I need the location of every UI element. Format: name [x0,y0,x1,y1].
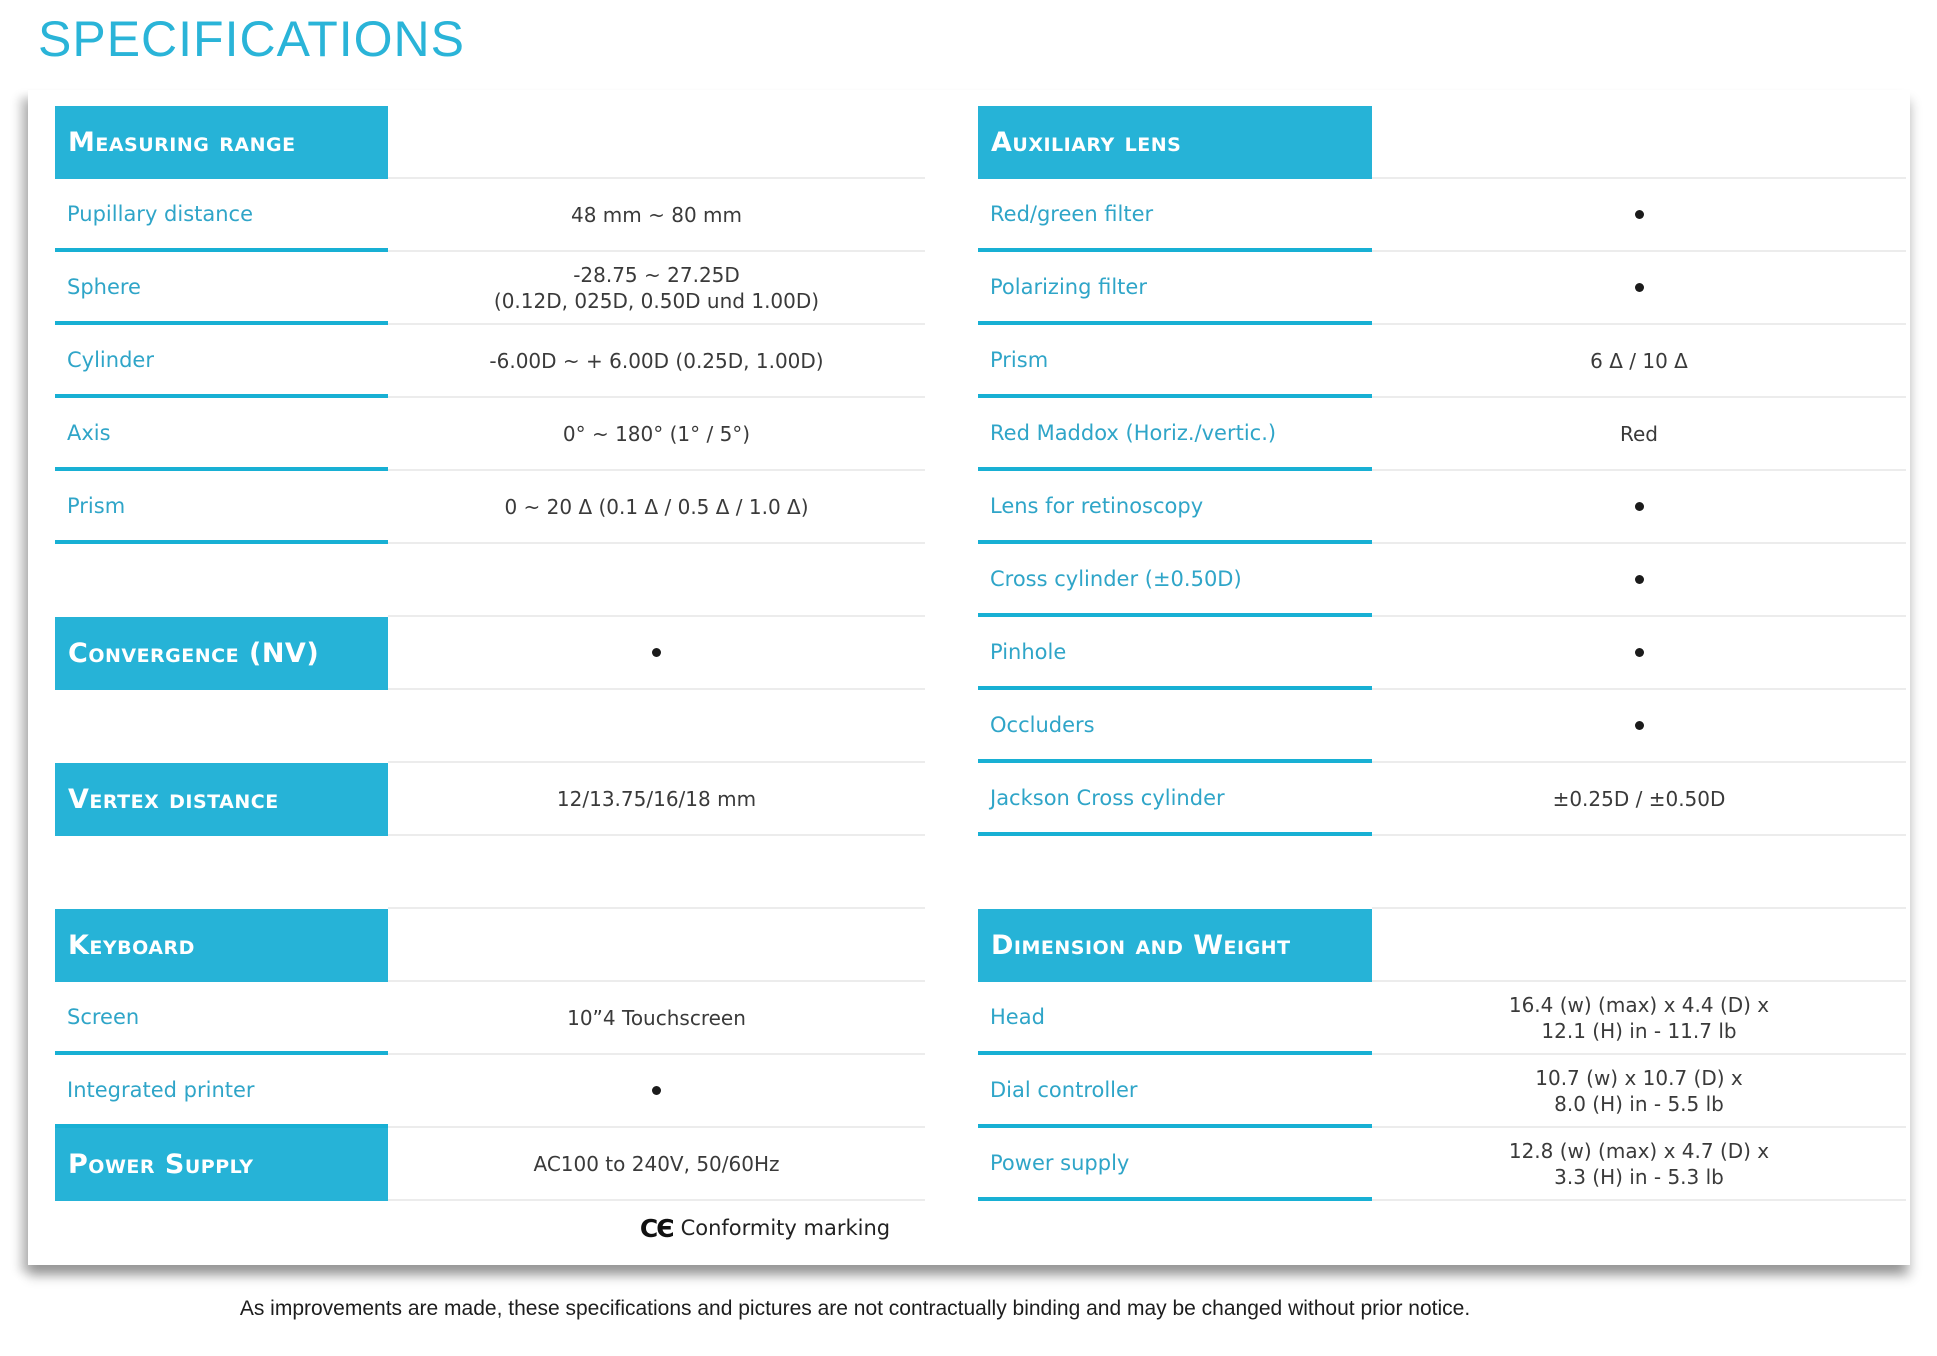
spec-row-integrated-printer [55,1055,925,1128]
spec-label-cell [978,763,1372,836]
empty-label-cell [55,690,388,763]
spec-tables [28,106,1910,1201]
spec-label-cell [978,325,1372,398]
spec-row-jackson-cross-cylinder [978,763,1906,836]
spec-value-cell [388,252,925,325]
spec-value-cell [388,617,925,690]
spec-row-prism [55,471,925,544]
bullet-dot [652,1086,661,1095]
ce-row [28,1203,1502,1253]
spec-label-cell [978,617,1372,690]
spec-label: Prism [67,493,126,518]
section-header-cell [978,106,1372,179]
spec-value-cell [388,106,925,179]
section-row-keyboard [55,909,925,982]
section-header-cell [55,763,388,836]
spec-value: AC100 to 240V, 50/60Hz [533,1151,780,1176]
spacer-row [55,690,925,763]
spec-value: 0 ~ 20 Δ (0.1 Δ / 0.5 Δ / 1.0 Δ) [504,494,809,519]
section-header-cell [55,617,388,690]
bullet-dot [1635,210,1644,219]
spec-label-cell [978,982,1372,1055]
spec-row-prism [978,325,1906,398]
spec-label-cell [55,325,388,398]
spec-row-lens-for-retinoscopy [978,471,1906,544]
spec-value-cell [1372,836,1906,909]
spec-row-pupillary-distance [55,179,925,252]
spec-label-cell [978,1128,1372,1201]
spec-label-cell [978,398,1372,471]
spec-label: Dial controller [990,1077,1138,1102]
section-header-cell [55,106,388,179]
spec-value-cell [1372,982,1906,1055]
section-header-cell [55,909,388,982]
spec-value: -6.00D ~ + 6.00D (0.25D, 1.00D) [489,348,824,373]
spec-value: 48 mm ~ 80 mm [570,202,742,227]
spec-value-line: 12.1 (H) in - 11.7 lb [1541,1018,1737,1043]
section-header-dimension-and-weight: Dimension and Weight [978,909,1372,982]
spec-label: Power supply [990,1150,1130,1175]
spec-label: Head [990,1004,1045,1029]
spec-label: Cylinder [67,347,154,372]
spec-label: Red/green filter [990,201,1154,226]
section-header-measuring-range: Measuring range [55,106,388,179]
section-header-convergence-nv: Convergence (NV) [55,617,388,690]
spec-value-cell [388,179,925,252]
spec-row-red-green-filter [978,179,1906,252]
spec-value-cell [1372,106,1906,179]
spec-label: Pupillary distance [67,201,254,226]
section-header-auxiliary-lens: Auxiliary lens [978,106,1372,179]
empty-label-cell [978,836,1372,909]
section-header-cell [55,1128,388,1201]
spec-value-line: 3.3 (H) in - 5.3 lb [1554,1164,1724,1189]
section-row-convergence-nv [55,617,925,690]
bullet-dot [1635,721,1644,730]
spec-value-cell [388,909,925,982]
spec-value-cell [1372,763,1906,836]
spec-value-cell [388,982,925,1055]
spec-label-cell [55,982,388,1055]
spec-card [28,90,1910,1265]
spec-label: Sphere [67,274,141,299]
table-gap [925,106,978,1201]
spec-label: Pinhole [990,639,1067,664]
ce-mark-icon: CЄ [639,1213,673,1243]
spec-label-cell [55,471,388,544]
spec-row-red-maddox-horiz-vertic [978,398,1906,471]
spec-value: 12/13.75/16/18 mm [556,786,757,811]
spec-label-cell [55,398,388,471]
spec-label: Red Maddox (Horiz./vertic.) [990,420,1277,445]
empty-label-cell [55,836,388,909]
spec-value-cell [1372,325,1906,398]
spec-value-cell [388,325,925,398]
spec-value-cell [1372,398,1906,471]
page-title: SPECIFICATIONS [38,11,466,67]
section-row-measuring-range [55,106,925,179]
spec-row-cross-cylinder-0-50d [978,544,1906,617]
spec-value-line: 16.4 (w) (max) x 4.4 (D) x [1508,992,1770,1017]
spec-label: Jackson Cross cylinder [990,785,1225,810]
spec-label: Prism [990,347,1049,372]
section-row-power-supply [55,1128,925,1201]
spec-row-sphere [55,252,925,325]
spec-row-pinhole [978,617,1906,690]
spec-value-cell [1372,252,1906,325]
spec-label: Occluders [990,712,1095,737]
spec-value-line: 10.7 (w) x 10.7 (D) x [1535,1065,1743,1090]
spec-value-line: 8.0 (H) in - 5.5 lb [1554,1091,1724,1116]
bullet-dot [1635,648,1644,657]
spec-value-cell [388,690,925,763]
spec-value-cell [1372,179,1906,252]
section-row-dimension-and-weight [978,909,1906,982]
spec-value-cell [388,544,925,617]
spec-label: Cross cylinder (±0.50D) [990,566,1242,591]
section-header-power-supply: Power Supply [55,1128,388,1201]
spec-row-head [978,982,1906,1055]
section-row-vertex-distance [55,763,925,836]
spec-value-cell [388,471,925,544]
spec-value: 6 Δ / 10 Δ [1590,348,1688,373]
spec-label: Lens for retinoscopy [990,493,1204,518]
spec-label-cell [55,1055,388,1128]
spec-value-cell [388,836,925,909]
spec-label-cell [978,1055,1372,1128]
spec-row-polarizing-filter [978,252,1906,325]
table-measuring-range [55,106,925,1201]
spec-row-power-supply [978,1128,1906,1201]
spec-value-cell [1372,690,1906,763]
bullet-dot [652,648,661,657]
spec-value-cell [1372,617,1906,690]
section-header-keyboard: Keyboard [55,909,388,982]
spec-row-screen [55,982,925,1055]
spec-label-cell [978,471,1372,544]
spec-value: ±0.25D / ±0.50D [1552,786,1726,811]
spec-row-occluders [978,690,1906,763]
spacer-row [55,544,925,617]
spec-value-cell [388,763,925,836]
spec-label: Screen [67,1004,140,1029]
section-header-vertex-distance: Vertex distance [55,763,388,836]
spec-label-cell [55,179,388,252]
spec-label-cell [978,544,1372,617]
bullet-dot [1635,502,1644,511]
spec-label: Polarizing filter [990,274,1147,299]
spec-value: 10”4 Touchscreen [567,1005,746,1030]
spec-value-cell [388,1055,925,1128]
spec-value-cell [388,1128,925,1201]
spec-value-line: 12.8 (w) (max) x 4.7 (D) x [1508,1138,1770,1163]
ce-conformity-label: Conformity marking [680,1216,891,1240]
table-auxiliary-lens [978,106,1906,1201]
spec-value-cell [1372,1055,1906,1128]
bullet-dot [1635,575,1644,584]
spacer-row [55,836,925,909]
spec-label-cell [55,252,388,325]
spec-value: 0° ~ 180° (1° / 5°) [562,421,751,446]
spec-row-cylinder [55,325,925,398]
spec-value-cell [388,398,925,471]
spec-label-cell [978,252,1372,325]
disclaimer-text: As improvements are made, these specifications and pictures are not contractually binding and may be changed without prior notice. [239,1297,1471,1320]
spec-value-cell [1372,471,1906,544]
spacer-row [978,836,1906,909]
spec-value-line: (0.12D, 025D, 0.50D und 1.00D) [493,288,820,313]
spec-label-cell [978,690,1372,763]
spec-value-cell [1372,909,1906,982]
spec-label-cell [978,179,1372,252]
spec-row-dial-controller [978,1055,1906,1128]
section-header-cell [978,909,1372,982]
spec-value-cell [1372,1128,1906,1201]
bullet-dot [1635,283,1644,292]
spec-label: Integrated printer [67,1077,255,1102]
spec-value: Red [1620,421,1658,446]
empty-label-cell [55,544,388,617]
spec-value-cell [1372,544,1906,617]
spec-row-axis [55,398,925,471]
spec-value-line: -28.75 ~ 27.25D [573,262,740,287]
section-row-auxiliary-lens [978,106,1906,179]
spec-label: Axis [67,420,111,445]
